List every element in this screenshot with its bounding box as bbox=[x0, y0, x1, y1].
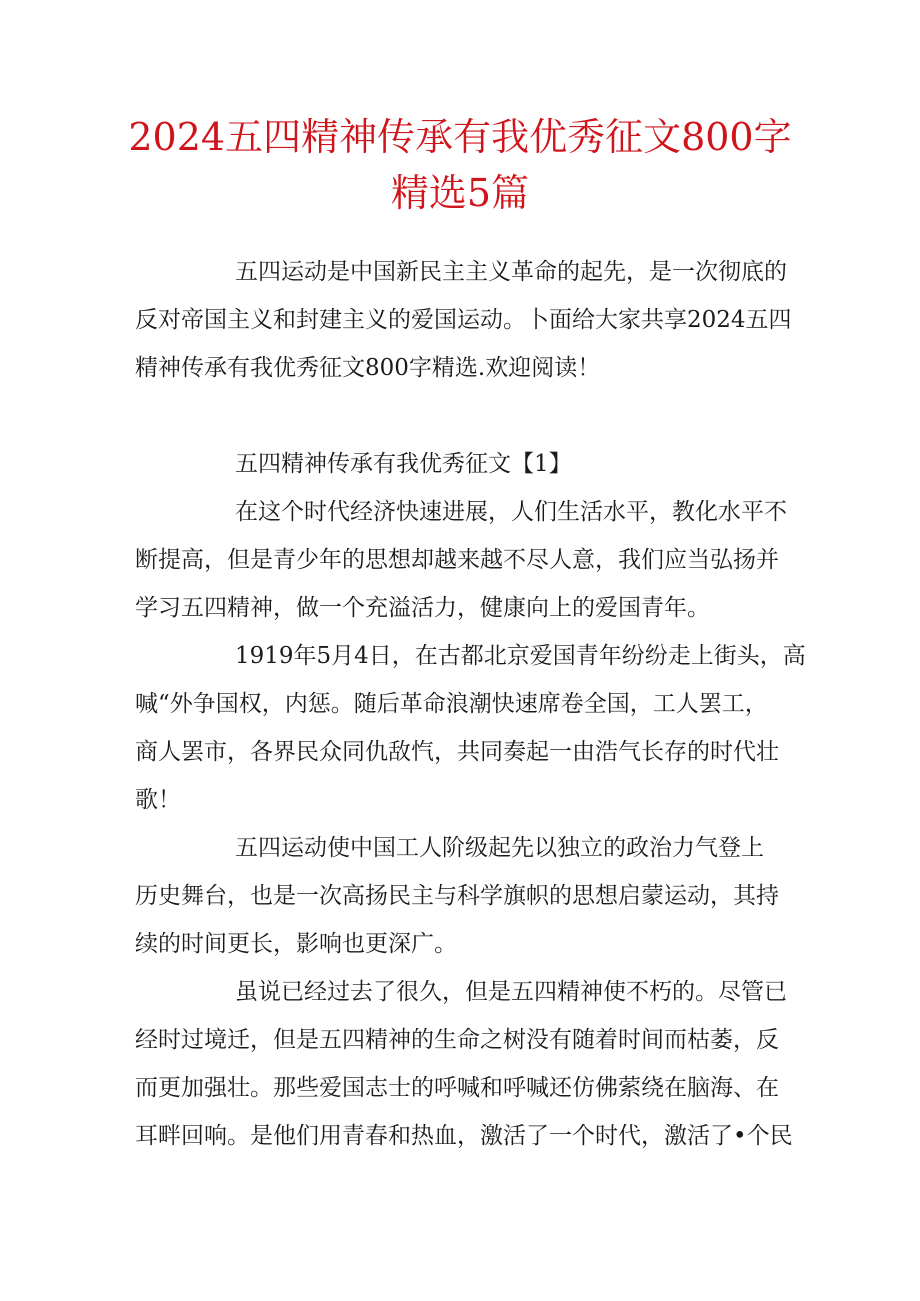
para2-line-3: 商人罢市，各界民众同仇敌忾，共同奏起一由浩气长存的时代壮 bbox=[135, 739, 779, 765]
para4-line-3: 而更加强壮。那些爱国志士的呼喊和呼喊还仿佛萦绕在脑海、在 bbox=[135, 1075, 779, 1101]
document-title-line-2: 精选5篇 bbox=[390, 171, 530, 215]
para1-line-1: 在这个时代经济快速进展，人们生活水平，教化水平不 bbox=[235, 499, 787, 525]
para3-line-2: 历史舞台，也是一次高扬民主与科学旗帜的思想启蒙运动，其持 bbox=[135, 883, 779, 909]
para4-line-1: 虽说已经过去了很久，但是五四精神使不朽的。尽管已 bbox=[235, 979, 787, 1005]
para1-line-2: 断提高，但是青少年的思想却越来越不尽人意，我们应当弘扬并 bbox=[135, 547, 779, 573]
para2-line-1: 1919年5月4日，在古都北京爱国青年纷纷走上街头，高 bbox=[235, 643, 806, 669]
section-heading: 五四精神传承有我优秀征文【1】 bbox=[235, 451, 572, 477]
intro-line-2: 反对帝国主义和封建主义的爱国运动。卜面给大家共享2024五四 bbox=[135, 307, 792, 333]
intro-line-1: 五四运动是中国新民主主义革命的起先，是一次彻底的 bbox=[235, 259, 787, 285]
para2-line-2: 喊“外争国权，内惩。随后革命浪潮快速席卷全国，工人罢工， bbox=[135, 691, 768, 717]
intro-line-3: 精神传承有我优秀征文800字精选.欢迎阅读！ bbox=[135, 355, 601, 381]
para3-line-3: 续的时间更长，影响也更深广。 bbox=[135, 931, 457, 957]
document-title-line-1: 2024五四精神传承有我优秀征文800字 bbox=[128, 115, 792, 159]
para1-line-3: 学习五四精神，做一个充溢活力，健康向上的爱国青年。 bbox=[135, 595, 710, 621]
para4-line-2: 经时过境迁，但是五四精神的生命之树没有随着时间而枯萎，反 bbox=[135, 1027, 779, 1053]
para4-line-4: 耳畔回响。是他们用青春和热血，激活了一个时代，激活了•个民 bbox=[135, 1123, 793, 1149]
para2-line-4: 歌！ bbox=[135, 787, 181, 813]
para3-line-1: 五四运动使中国工人阶级起先以独立的政治力气登上 bbox=[235, 835, 764, 861]
